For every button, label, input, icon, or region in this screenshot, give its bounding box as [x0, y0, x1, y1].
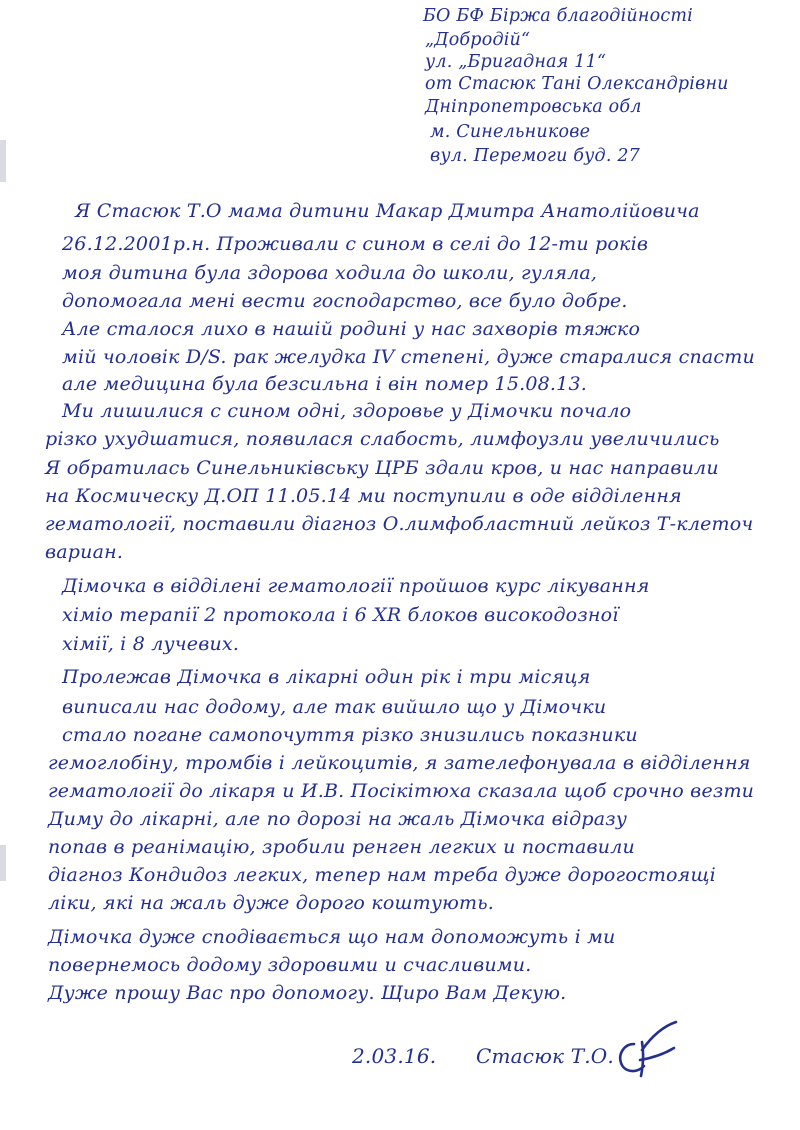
letter-line: Дуже прошу Вас про допомогу. Щиро Вам Декую. — [48, 982, 567, 1004]
letter-line: ліки, які на жаль дуже дорого коштують. — [48, 892, 495, 914]
letter-line: хіміо терапії 2 протокола і 6 ХR блоков високодозної — [62, 604, 619, 626]
letter-line: повернемось додому здоровими и счасливими. — [48, 954, 532, 976]
address-line: м. Синельникове — [430, 122, 591, 142]
letter-line: мій чоловік D/S. рак желудка IV степені, дуже старалися спасти — [62, 346, 755, 368]
scan-edge-mark — [0, 845, 6, 881]
letter-line: Але сталося лихо в нашій родині у нас захворів тяжко — [62, 318, 641, 340]
letter-line: Пролежав Дімочка в лікарні один рік і три місяця — [62, 666, 591, 688]
letter-line: Ми лишилися с сином одні, здоровье у Дімочки почало — [62, 400, 632, 422]
scan-edge-mark — [0, 140, 6, 182]
address-line: вул. Перемоги буд. 27 — [430, 146, 641, 166]
letter-line: Дімочка в відділені гематології пройшов курс лікування — [62, 575, 650, 597]
letter-date: 2.03.16. — [352, 1044, 437, 1068]
letter-line: попав в реанімацію, зробили ренген легких и поставили — [48, 836, 635, 858]
letter-line: Я Стасюк Т.О мама дитини Макар Дмитра Анатолійовича — [75, 200, 700, 222]
letter-line: гематології, поставили діагноз О.лимфобластний лейкоз Т-клеточ — [45, 513, 754, 535]
letter-line: вариан. — [45, 541, 124, 563]
letter-line: виписали нас додому, але так вийшло що у Дімочки — [62, 696, 607, 718]
address-line: „Добродій“ — [425, 30, 531, 50]
letter-line: гематології до лікаря и И.В. Посікітюха сказала щоб срочно везти — [48, 780, 755, 802]
letter-line: Я обратилась Синельниківську ЦРБ здали кров, и нас направили — [45, 457, 719, 479]
signer-name: Стасюк Т.О. — [476, 1044, 614, 1068]
letter-line: хімії, і 8 лучевих. — [62, 633, 240, 655]
address-line: ул. „Бригадная 11“ — [425, 52, 607, 72]
letter-line: на Космическу Д.ОП 11.05.14 ми поступили в оде відділення — [45, 485, 682, 507]
letter-line: але медицина була безсильна і він помер 15.08.13. — [62, 373, 587, 395]
letter-line: 26.12.2001р.н. Проживали с сином в селі до 12-ти років — [62, 233, 649, 255]
address-line: БО БФ Біржа благодійності — [423, 6, 693, 26]
address-line: Дніпропетровська обл — [425, 97, 642, 117]
letter-line: стало погане самопочуття різко знизились показники — [62, 724, 638, 746]
letter-line: Диму до лікарні, але по дорозі на жаль Дімочка відразу — [48, 808, 628, 830]
handwritten-signature — [612, 1020, 682, 1082]
letter-line: діагноз Кондидоз легких, тепер нам треба дуже дорогостоящі — [48, 864, 716, 886]
address-line: от Стасюк Тані Олександрівни — [425, 74, 729, 94]
letter-line: допомогала мені вести господарство, все було добре. — [62, 290, 628, 312]
letter-line: Дімочка дуже сподівається що нам допоможуть і ми — [48, 926, 616, 948]
letter-line: гемоглобіну, тромбів і лейкоцитів, я зателефонувала в відділення — [48, 752, 751, 774]
letter-line: різко ухудшатися, появилася слабость, лимфоузли увеличились — [45, 428, 720, 450]
letter-line: моя дитина була здорова ходила до школи, гуляла, — [62, 262, 598, 284]
